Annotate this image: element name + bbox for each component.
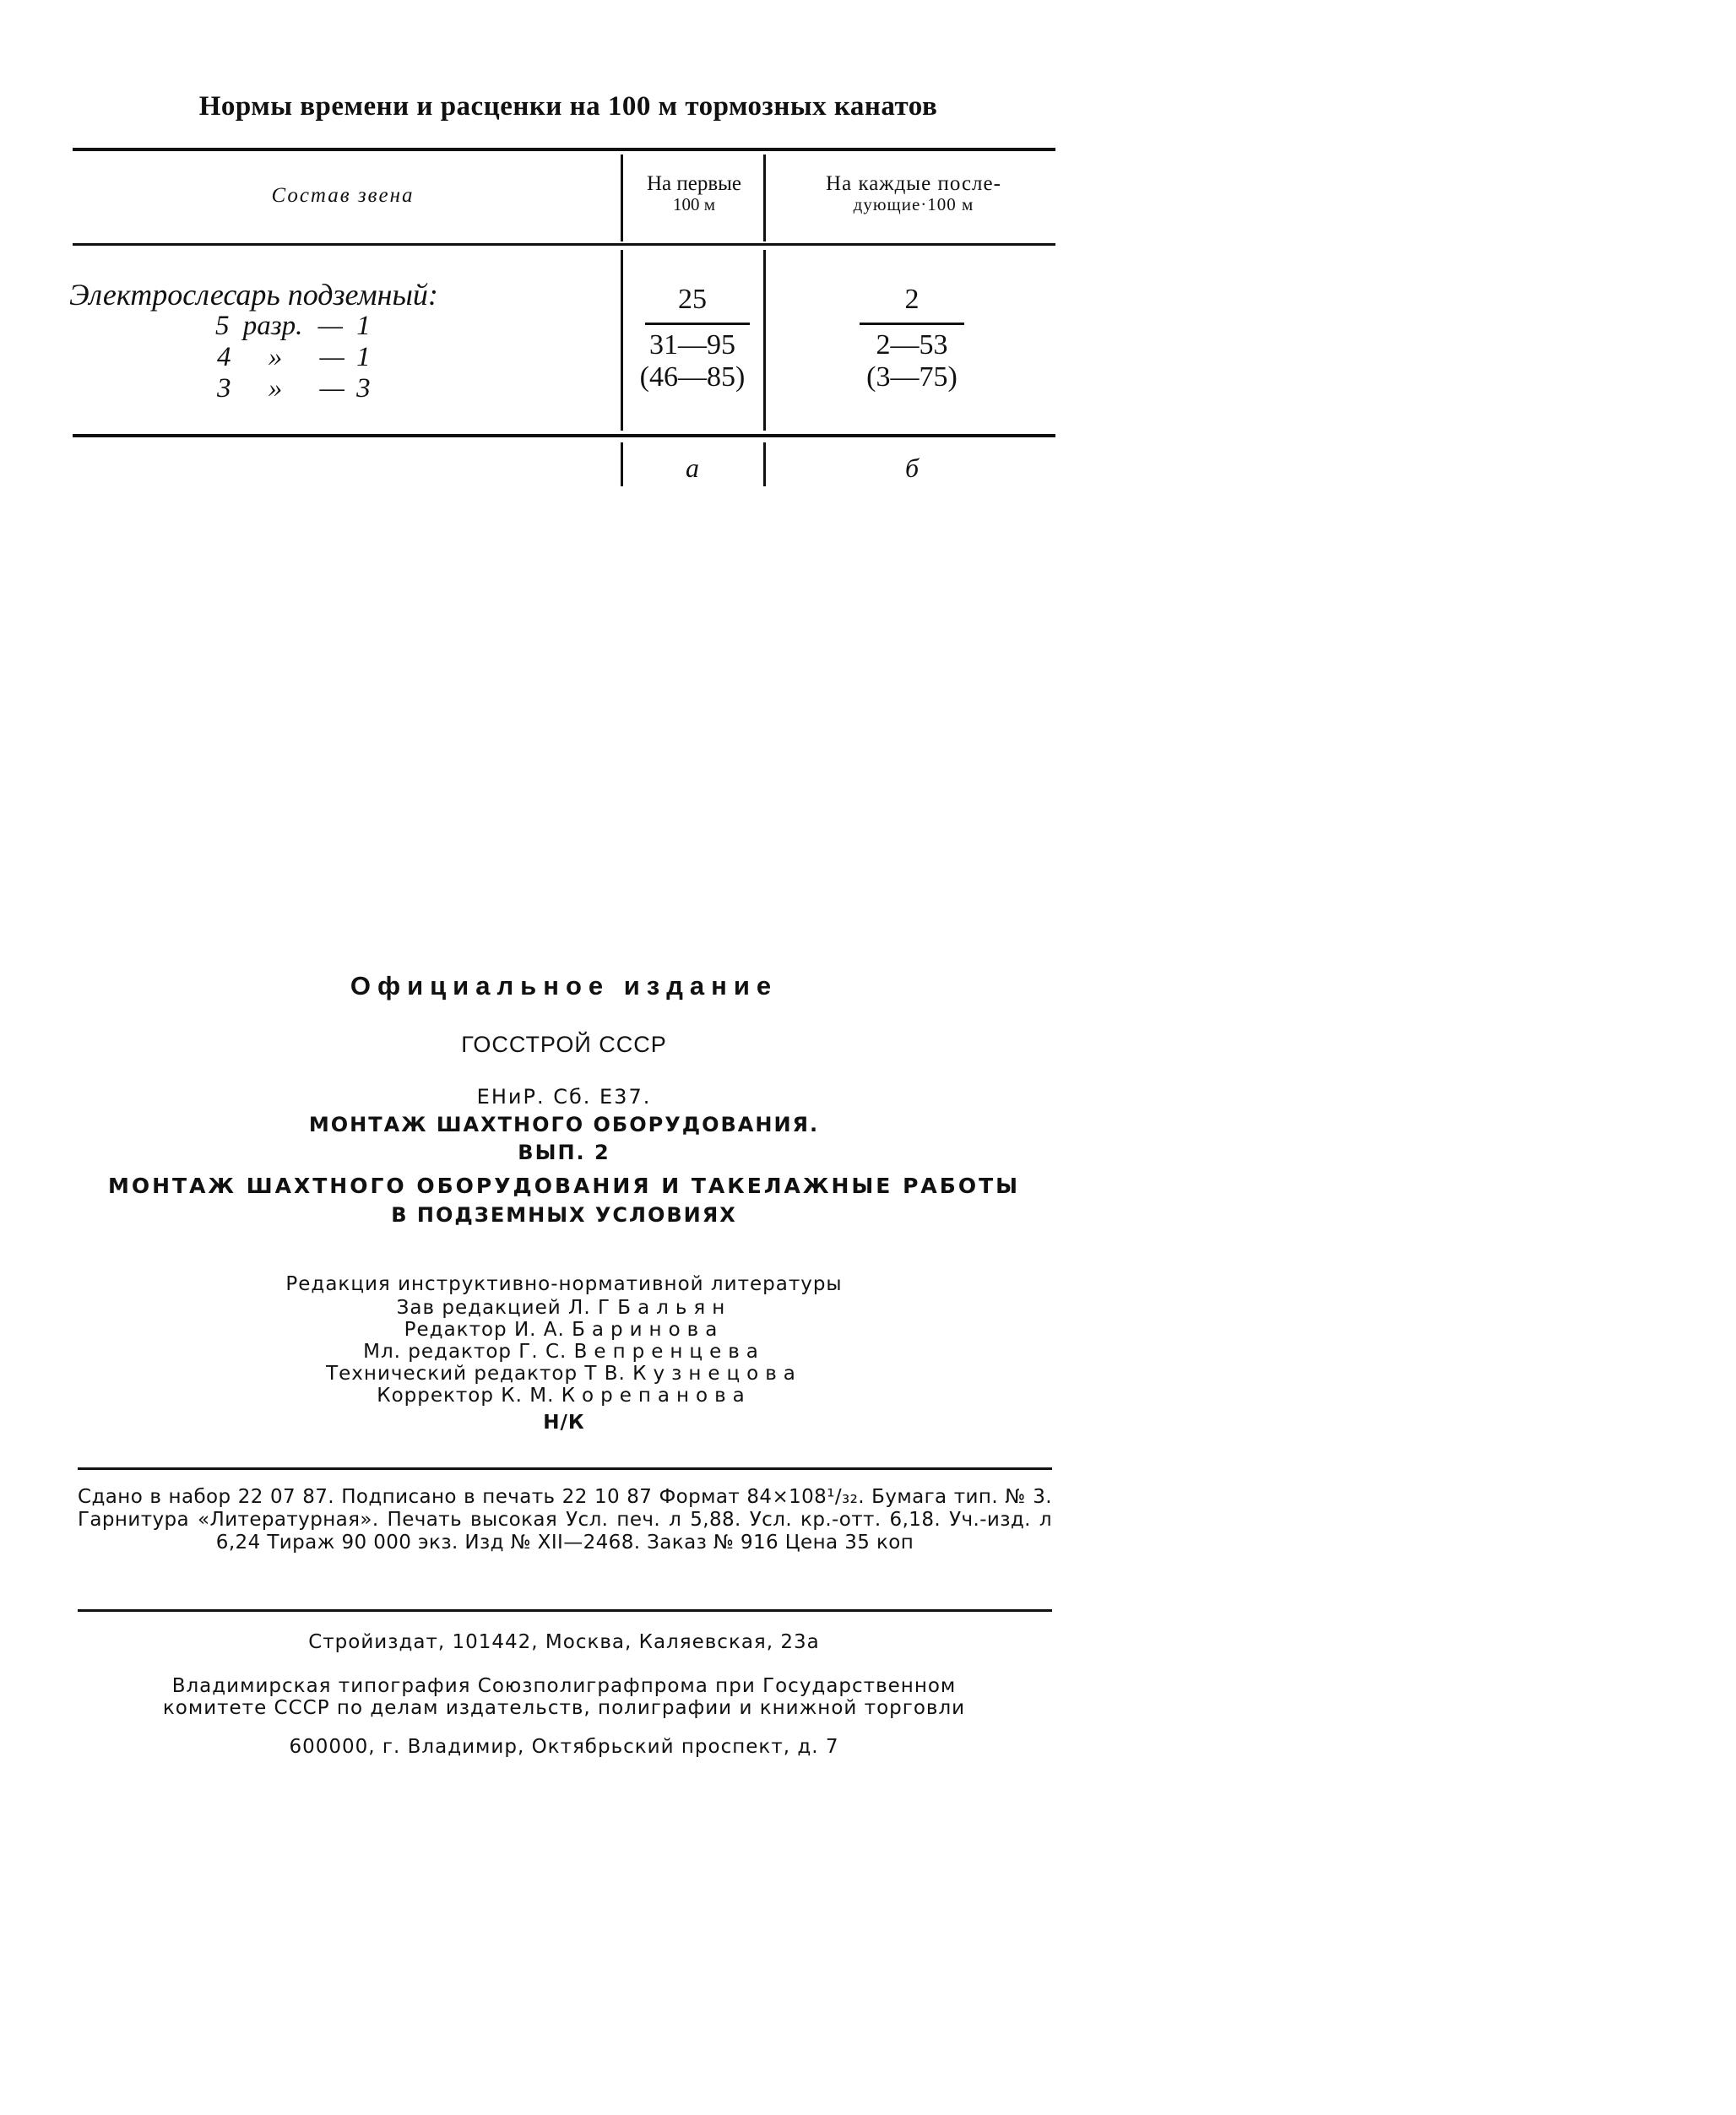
editorial-office: Редакция инструктивно-нормативной литературы [285, 1273, 843, 1295]
table-top-rule [73, 148, 1055, 151]
header-divider-1 [621, 155, 623, 241]
table-bottom-rule [73, 434, 1055, 437]
issue-title-line-2: В ПОДЗЕМНЫХ УСЛОВИЯХ [391, 1203, 737, 1227]
printer-address: 600000, г. Владимир, Октябрьский проспект, д. 7 [289, 1736, 839, 1758]
header-divider-2 [763, 155, 766, 241]
table-header-rule [73, 243, 1055, 246]
issue-title-line-1: МОНТАЖ ШАХТНОГО ОБОРУДОВАНИЯ И ТАКЕЛАЖНЫЕ РАБОТЫ [107, 1174, 1021, 1198]
grade-number: 5 [215, 311, 230, 341]
grade-dash: — [317, 311, 343, 341]
publisher-address: Стройиздат, 101442, Москва, Каляевская, 23а [308, 1631, 820, 1653]
grade-dash: — [319, 373, 344, 404]
credit-role: Мл. редактор Г. С. [363, 1341, 567, 1363]
header-crew: Состав звена [271, 184, 415, 207]
header-each-next-line2: дующие·100 м [853, 194, 974, 214]
col-b-fraction-line [860, 323, 964, 325]
official-edition: Официальное издание [350, 971, 778, 1001]
grade-row [217, 342, 371, 373]
credit-line [73, 1341, 1055, 1363]
credit-line [73, 1363, 1055, 1385]
col-b-letter: б [904, 453, 920, 483]
col-b-rate: 2—53 [876, 329, 948, 361]
table-title: Нормы времени и расценки на 100 м тормозных канатов [198, 91, 938, 122]
credit-name: Кузнецова [632, 1363, 802, 1385]
publisher-authority: ГОССТРОЙ СССР [461, 1032, 667, 1057]
credit-role: Технический редактор Т В. [326, 1363, 626, 1385]
collection-code: ЕНиР. Сб. Е37. [476, 1085, 652, 1109]
book-title: МОНТАЖ ШАХТНОГО ОБОРУДОВАНИЯ. [308, 1113, 820, 1136]
credit-role: Корректор К. М. [377, 1385, 555, 1407]
nk-mark: Н/К [543, 1412, 585, 1434]
col-a-fraction-line [645, 323, 750, 325]
letter-divider-2 [763, 442, 766, 486]
header-first-100-line2: 100 м [672, 194, 716, 214]
grade-count: 1 [356, 342, 371, 372]
credit-role: Редактор И. А. [404, 1319, 565, 1341]
grade-count: 3 [356, 373, 371, 404]
header-each-next [770, 174, 1057, 214]
grade-row [215, 311, 371, 342]
grade-count: 1 [356, 311, 371, 341]
grade-row [217, 373, 371, 404]
imprint-rule-bottom [78, 1609, 1052, 1612]
grade-number: 3 [217, 373, 231, 404]
body-divider-1 [621, 250, 623, 431]
credit-name: Бальян [617, 1297, 732, 1319]
header-each-next-line1: На каждые после- [826, 172, 1001, 195]
credit-name: Корепанова [561, 1385, 751, 1407]
header-first-100-line1: На первые [646, 172, 742, 195]
col-a-rate-alt: (46—85) [639, 361, 746, 393]
col-a-norm: 25 [678, 284, 707, 315]
credit-name: Баринова [572, 1319, 724, 1341]
print-details: Сдано в набор 22 07 87. Подписано в печать 22 10 87 Формат 84×108¹/₃₂. Бумага тип. № 3. Гарнитура «Литературная». Печать высокая Усл. печ. л 5,88. Усл. кр.-отт. 6,18. Уч.-изд. л 6,24 Тираж 90 000 экз. Изд № XII—2468. Заказ № 916 Цена 35 коп [78, 1486, 1052, 1554]
credit-role: Зав редакцией Л. Г [396, 1297, 610, 1319]
issue-number: ВЫП. 2 [518, 1141, 610, 1164]
credit-name: Вепренцева [573, 1341, 765, 1363]
credit-line [73, 1319, 1055, 1341]
grade-number: 4 [217, 342, 231, 372]
crew-name: Электрослесарь подземный: [69, 278, 438, 312]
credit-line [73, 1297, 1055, 1319]
col-a-letter: а [686, 453, 699, 483]
grade-unit: разр. [242, 311, 303, 341]
letter-divider-1 [621, 442, 623, 486]
printer-line-2: комитете СССР по делам издательств, полиграфии и книжной торговли [162, 1697, 966, 1719]
body-divider-2 [763, 250, 766, 431]
col-b-rate-alt: (3—75) [866, 361, 958, 393]
header-first-100 [627, 174, 762, 214]
printer-line-1: Владимирская типография Союзполиграфпрома при Государственном [171, 1675, 957, 1697]
grade-unit: » [268, 342, 283, 372]
col-a-rate: 31—95 [649, 329, 735, 361]
credit-line [73, 1385, 1055, 1407]
grade-unit: » [268, 373, 283, 404]
grade-dash: — [319, 342, 344, 372]
col-b-norm: 2 [904, 284, 920, 315]
imprint-rule-top [78, 1467, 1052, 1470]
